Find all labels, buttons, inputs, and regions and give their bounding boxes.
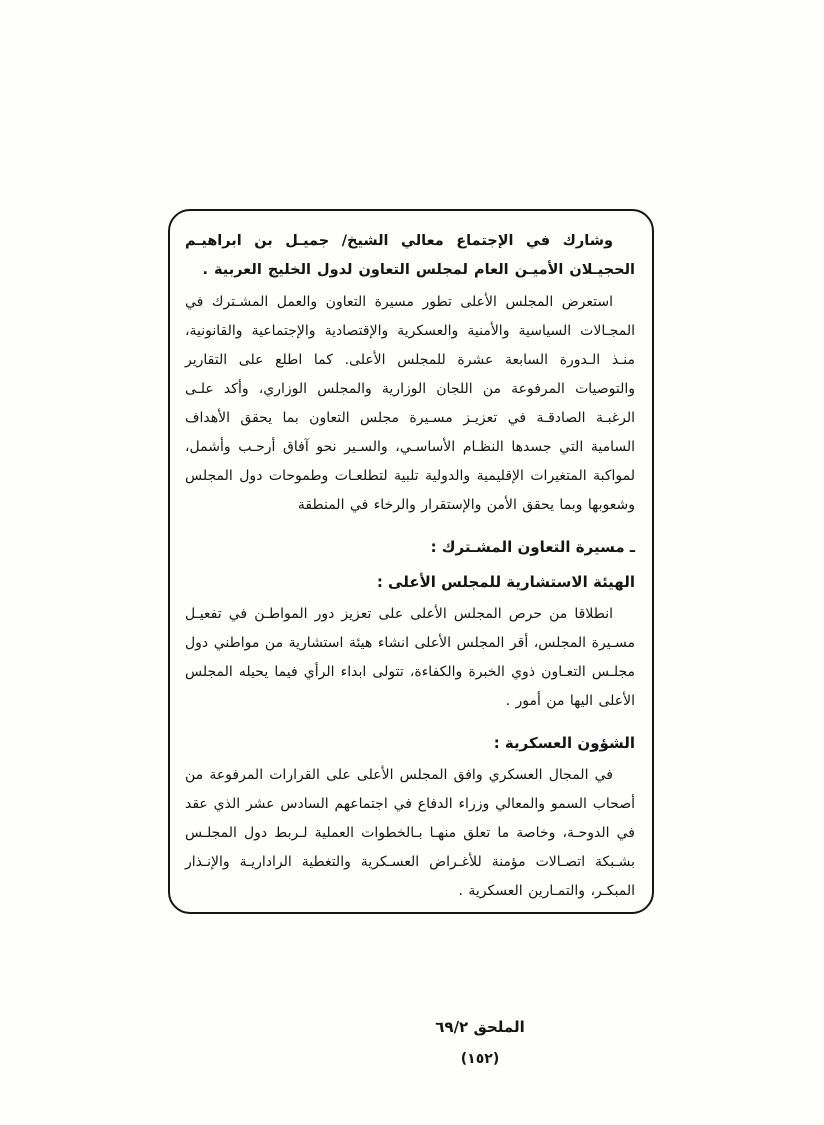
military-paragraph: في المجال العسكري وافق المجلس الأعلى على القرارات المرفوعة من أصحاب السمو والمعالي وزراء الدفاع في اجتماعهم السادس عشر الذي عقد في الدوحـة، وخاصة ما تعلق منهـا بـالخطوات العملية لـربط دول المجلـس بشـبكة اتصـالات مؤمنة للأغـراض العسـكرية والتغطية الراداريـة والإنـذار المبكـر، والتمـارين العسكرية . [185, 767, 635, 899]
advisory-paragraph: انطلاقا من حرص المجلس الأعلى على تعزيز دور المواطـن في تفعيـل مسـيرة المجلس، أقر المجلس الأعلى انشاء هيئة استشارية من مواطني دول مجلـس التعـاون ذوي الخبرة والكفاءة، تتولى ابداء الرأي فيما يحيله المجلس الأعلى اليها من أمور . [185, 606, 635, 709]
military-heading: الشؤون العسكرية : [493, 734, 635, 752]
advisory-heading: الهيئة الاستشارية للمجلس الأعلى : [376, 573, 635, 591]
appendix-label: الملحق ٦٩/٢ [435, 1018, 525, 1036]
cooperation-heading: ـ مسيرة التعاون المشـترك : [430, 538, 635, 556]
overview-paragraph: استعرض المجلس الأعلى تطور مسيرة التعاون والعمل المشـترك في المجـالات السياسية والأمنية والعسكرية والإقتصادية والإجتماعية والقانونية، منـذ الـدورة السابعة عشرة للمجلس الأعلى. كما اطلع على التقارير والتوصيات المرفوعة من اللجان الوزارية والمجلس الوزاري، وأكد علـى الرغبـة الصادقـة في تعزيـز مسـيرة مجلس التعاون بما يحقق الأهداف السامية التي جسدها النظـام الأساسـي، والسـير نحو آفاق أرحـب وأشمل، لمواكبة المتغيرات الإقليمية والدولية تلبية لتطلعـات وطموحات دول المجلس وشعوبها وبما يحقق الأمن والإستقرار والرخاء في المنطقة [185, 294, 635, 513]
page-number: (١٥٢) [460, 1051, 500, 1067]
intro-paragraph: وشارك في الإجتماع معالي الشيخ/ جميـل بن ابراهيـم الحجيـلان الأميـن العام لمجلس التعاون لدول الخليج العربية . [185, 233, 635, 278]
bordered-content-box [168, 209, 654, 914]
page-footer [380, 1016, 580, 1070]
